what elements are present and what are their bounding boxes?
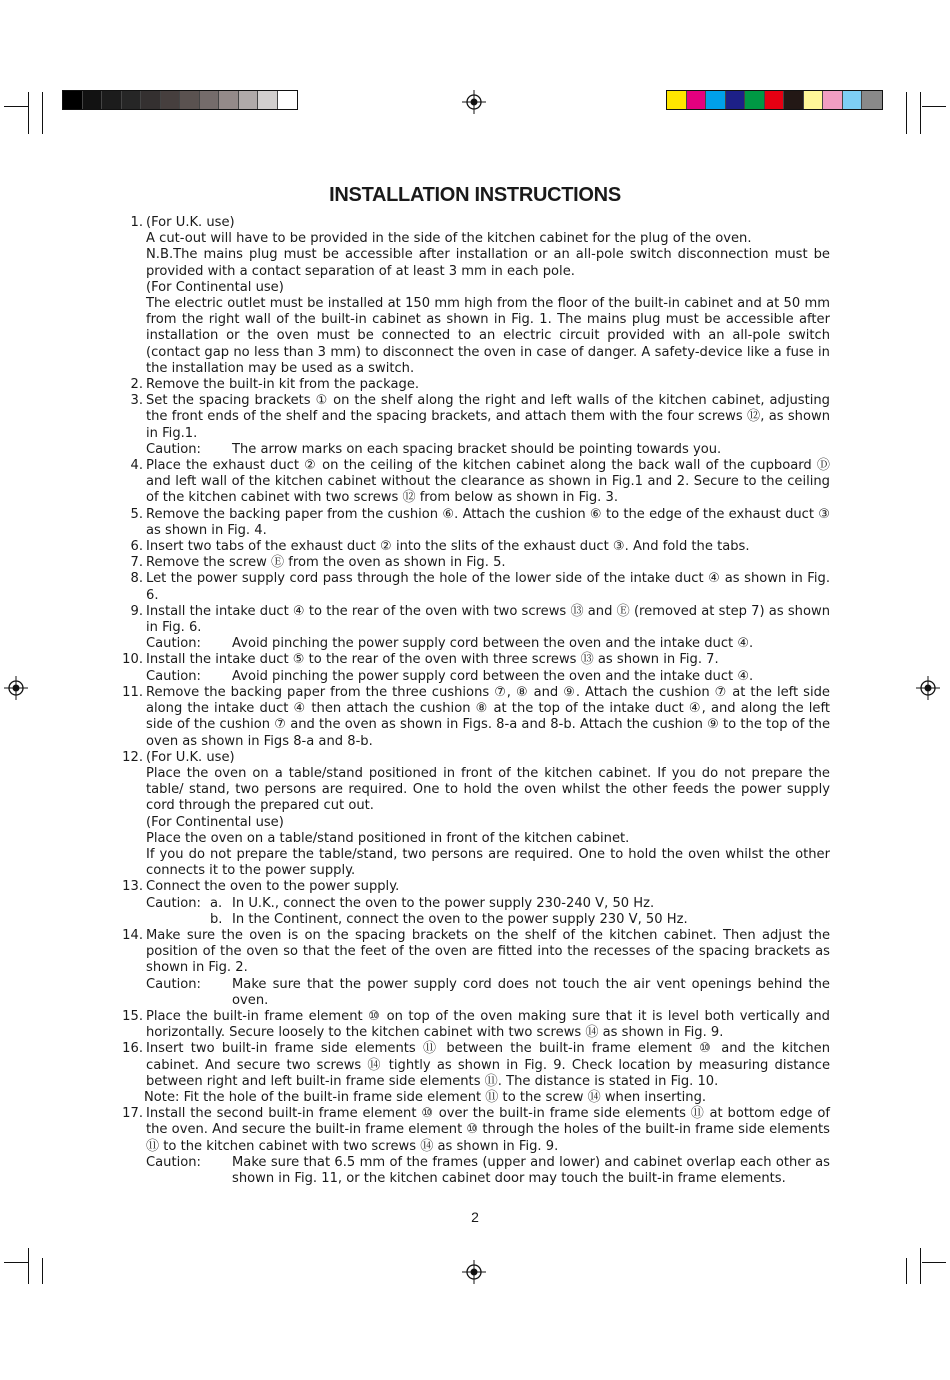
step-text: N.B.The mains plug must be accessible after installation or an all-pole switch disconnection must be provided with a contact separation of at least 3 mm in each pole.	[146, 247, 830, 279]
list-item	[118, 750, 830, 880]
step-text: Install the intake duct ④ to the rear of the oven with two screws ⑬ and Ⓔ (removed at step 7) as shown in Fig. 6.	[146, 603, 830, 636]
gray-swatch	[258, 91, 278, 109]
step-number: 14.	[122, 927, 143, 943]
gray-swatch	[122, 91, 142, 109]
caution-label: Caution:	[146, 1154, 201, 1170]
gray-swatch	[200, 91, 220, 109]
gray-swatch	[83, 91, 103, 109]
gray-swatch	[161, 91, 181, 109]
step-number: 3.	[130, 393, 143, 409]
list-item	[118, 507, 830, 539]
color-swatch	[804, 91, 824, 109]
color-swatch	[706, 91, 726, 109]
step-text: Install the second built-in frame element ⑩ over the built-in frame side elements ⑪ at bottom edge of the oven. And secure the built-in frame element ⑩ through the holes of the built-in frame side elements ⑪ to the kitchen cabinet with two screws ⑭ as shown in Fig. 9.	[146, 1106, 830, 1154]
list-item	[118, 1041, 830, 1106]
instruction-list	[118, 215, 830, 1187]
list-item	[118, 1009, 830, 1041]
step-number: 1.	[130, 215, 143, 230]
caution	[146, 636, 830, 652]
color-swatch	[667, 91, 687, 109]
color-swatch	[687, 91, 707, 109]
step-number: 13.	[122, 879, 143, 895]
grayscale-calibration-bar	[62, 90, 298, 110]
step-number: 10.	[122, 652, 143, 668]
color-swatch	[843, 91, 863, 109]
list-item	[118, 879, 830, 928]
list-item	[118, 652, 830, 684]
step-text: Place the exhaust duct ② on the ceiling of the kitchen cabinet along the back wall of the cupboard Ⓓ and left wall of the kitchen cabinet without the clearance as shown in Fig.1 and 2. Secure to the ceiling of the kitchen cabinet with two screws ⑫ from below as shown in Fig. 3.	[146, 458, 830, 506]
list-item	[118, 928, 830, 1009]
gray-swatch	[63, 91, 83, 109]
step-number: 6.	[130, 539, 143, 555]
step-text: (For Continental use)	[146, 814, 284, 830]
caution	[146, 896, 830, 912]
list-item	[118, 539, 830, 555]
step-text: Insert two built-in frame side elements ⑪ between the built-in frame element ⑩ and the kitchen cabinet. And secure two screws ⑭ tightly as shown in Fig. 9. Check location by measuring distance between right and left built-in frame side elements ⑪. The distance is stated in Fig. 10.	[146, 1041, 830, 1089]
step-text: Connect the oven to the power supply.	[146, 879, 400, 895]
step-text: Place the oven on a table/stand positioned in front of the kitchen cabinet. If you do not prepare the table/ stand, two persons are required. One to hold the oven whilst the other feeds the power supply cord through the prepared cut out.	[146, 765, 830, 814]
caution-text: Avoid pinching the power supply cord between the oven and the intake duct ④.	[232, 668, 754, 684]
step-text: If you do not prepare the table/stand, two persons are required. One to hold the oven whilst the other connects it to the power supply.	[146, 846, 830, 879]
step-text: Make sure the oven is on the spacing brackets on the shelf of the kitchen cabinet. Then adjust the position of the oven so that the feet of the oven are fitted into the recesses of the spacing brackets as shown in Fig. 2.	[146, 927, 830, 976]
caution	[146, 442, 830, 458]
step-text: Insert two tabs of the exhaust duct ② into the slits of the exhaust duct ③. And fold the tabs.	[146, 539, 750, 555]
step-text: A cut-out will have to be provided in the side of the kitchen cabinet for the plug of the oven.	[146, 231, 752, 247]
caution	[146, 1155, 830, 1187]
step-number: 7.	[130, 555, 143, 571]
color-swatch	[823, 91, 843, 109]
gray-swatch	[180, 91, 200, 109]
step-text: (For U.K. use)	[146, 215, 235, 230]
gray-swatch	[102, 91, 122, 109]
caution-label: Caution:	[146, 895, 201, 911]
list-item	[118, 685, 830, 750]
page-title: INSTALLATION INSTRUCTIONS	[329, 184, 621, 206]
list-item	[118, 458, 830, 507]
step-text: Place the oven on a table/stand positioned in front of the kitchen cabinet.	[146, 830, 630, 846]
caution-text: Make sure that the power supply cord does not touch the air vent openings behind the oven.	[232, 976, 830, 1008]
caution-text: In the Continent, connect the oven to the power supply 230 V, 50 Hz.	[232, 911, 688, 927]
list-item	[118, 377, 830, 393]
caution-label: Caution:	[146, 668, 201, 684]
caution-label: Caution:	[146, 441, 201, 457]
step-text: (For Continental use)	[146, 279, 284, 295]
list-item	[118, 1106, 830, 1187]
caution-label: Caution:	[146, 976, 201, 992]
step-text: (For U.K. use)	[146, 749, 235, 765]
step-number: 17.	[122, 1106, 143, 1122]
registration-mark-icon	[461, 89, 487, 115]
gray-swatch	[219, 91, 239, 109]
caution-text: Make sure that 6.5 mm of the frames (upper and lower) and cabinet overlap each other as shown in Fig. 11, or the kitchen cabinet door may touch the built-in frame elements.	[232, 1154, 830, 1186]
step-number: 12.	[122, 749, 143, 765]
caution-item-letter: a.	[210, 895, 223, 911]
step-number: 5.	[130, 506, 143, 522]
step-number: 15.	[122, 1008, 143, 1024]
step-number: 2.	[130, 377, 143, 393]
registration-mark-icon	[461, 1259, 487, 1285]
caution	[146, 977, 830, 1009]
list-item	[118, 571, 830, 603]
registration-mark-icon	[915, 675, 941, 701]
caution-text: Avoid pinching the power supply cord between the oven and the intake duct ④.	[232, 636, 754, 652]
registration-mark-icon	[3, 675, 29, 701]
caution-item-letter: b.	[210, 911, 223, 927]
step-number: 9.	[130, 603, 143, 619]
step-text: Install the intake duct ⑤ to the rear of the oven with three screws ⑬ as shown in Fig. 7.	[146, 652, 719, 668]
step-text: Let the power supply cord pass through the hole of the lower side of the intake duct ④ as shown in Fig. 6.	[146, 571, 830, 603]
step-text: Remove the built-in kit from the package.	[146, 377, 420, 393]
gray-swatch	[278, 91, 298, 109]
caution	[146, 669, 830, 685]
step-number: 16.	[122, 1041, 143, 1057]
step-text: Remove the backing paper from the cushion ⑥. Attach the cushion ⑥ to the edge of the exhaust duct ③ as shown in Fig. 4.	[146, 506, 830, 538]
caution-text: The arrow marks on each spacing bracket should be pointing towards you.	[232, 441, 722, 457]
list-item	[118, 215, 830, 377]
caution-label: Caution:	[146, 636, 201, 652]
color-swatch	[745, 91, 765, 109]
gray-swatch	[141, 91, 161, 109]
step-text: Place the built-in frame element ⑩ on top of the oven making sure that it is level both vertically and horizontally. Secure loosely to the kitchen cabinet with two screws ⑭ as shown in Fig. 9.	[146, 1008, 830, 1041]
list-item	[118, 393, 830, 458]
note-text: Note: Fit the hole of the built-in frame side element ⑪ to the screw ⑭ when inserting.	[144, 1089, 707, 1105]
step-text: Remove the screw Ⓔ from the oven as shown in Fig. 5.	[146, 555, 506, 571]
page-number: 2	[471, 1209, 479, 1225]
list-item	[118, 555, 830, 571]
color-swatch	[726, 91, 746, 109]
step-number: 8.	[130, 571, 143, 587]
caution	[146, 912, 830, 928]
color-swatch	[765, 91, 785, 109]
step-text: The electric outlet must be installed at 150 mm high from the floor of the built-in cabinet and at 50 mm from the right wall of the built-in cabinet as shown in Fig. 1. The mains plug must be accessible after installation or the oven must be connected to an electric circuit provided with an all-pole switch (contact gap no less than 3 mm) to disconnect the oven in case of danger. A safety-device like a fuse in the installation may be used as a switch.	[146, 296, 830, 376]
step-number: 4.	[130, 458, 143, 474]
gray-swatch	[239, 91, 259, 109]
caution-text: In U.K., connect the oven to the power supply 230-240 V, 50 Hz.	[232, 895, 655, 911]
color-swatch	[784, 91, 804, 109]
step-text: Set the spacing brackets ① on the shelf along the right and left walls of the kitchen cabinet, adjusting the front ends of the shelf and the spacing brackets, and attach them with the four screws ⑫, as shown in Fig.1.	[146, 393, 830, 441]
list-item	[118, 604, 830, 653]
color-swatch	[862, 91, 882, 109]
step-number: 11.	[122, 684, 143, 700]
step-text: Remove the backing paper from the three cushions ⑦, ⑧ and ⑨. Attach the cushion ⑦ at the left side along the intake duct ④ then attach the cushion ⑧ at the top of the intake duct ④, and along the left side of the cushion ⑦ and the oven as shown in Figs. 8-a and 8-b. Attach the cushion ⑨ to the top of the oven as shown in Figs 8-a and 8-b.	[146, 684, 830, 749]
color-calibration-bar	[666, 90, 883, 110]
